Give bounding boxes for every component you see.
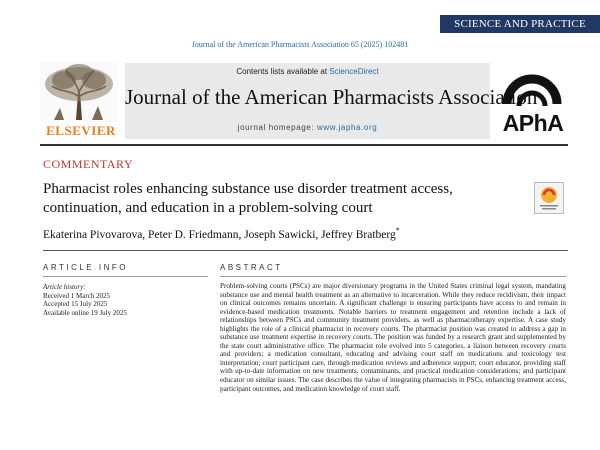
journal-masthead — [125, 63, 538, 139]
author-list — [43, 226, 400, 241]
article-info-heading: ARTICLE INFO — [43, 263, 128, 272]
article-title: Pharmacist roles enhancing substance use disorder treatment access, continuation, and education in a problem-solving court — [43, 181, 453, 216]
article-section-label: COMMENTARY — [43, 157, 134, 171]
abstract-text: Problem-solving courts (PSCs) are major diversionary programs in the United States criminal legal system, mandating substance use and mental health treatment as an alternative to incarceration. While they reduce recidivism, their impact on clinical outcomes remains uncertain. A significant challenge is ensuring participants have access to and remain in evidence-based medication treatments. Notable barriers to treatment engagement and retention include a lack of relationships between PSCs and community treatment providers, as well as pharmacotherapy expertise. A case study highlights the role of a clinical pharmacist in recovery courts. The pharmacist position was created to address a gap in substance use treatment expertise in recovery courts. The position was funded by a research grant and supplemented by the state court administrative office. The pharmacist role evolved into 5 categories, a liaison between recovery courts and providers; a medication consultant, educating and advising court staff on medications and toxicology test interpretation; court participant care, through medication reviews and adherence support; court educator, providing staff with up-to-date information on new treatments, contaminants, and practical medication considerations; and participant educator on similar issues. The case describes the value of integrating pharmacists in PSCs, enhancing treatment access, participant outcomes, and medication knowledge of court staff. — [220, 282, 566, 393]
accepted-date: Accepted 15 July 2025 — [43, 300, 108, 308]
journal-citation[interactable]: Journal of the American Pharmacists Association 65 (2025) 102481 — [191, 40, 409, 49]
authors-text: Ekaterina Pivovarova, Peter D. Friedmann, Joseph Sawicki, Jeffrey Bratberg — [43, 228, 396, 241]
article-history — [43, 283, 208, 317]
sciencedirect-link[interactable]: ScienceDirect — [329, 67, 379, 76]
history-label: Article history: — [43, 283, 86, 291]
contents-available-line — [125, 67, 490, 76]
header-divider — [40, 144, 568, 146]
corresponding-author-mark[interactable]: * — [395, 226, 400, 235]
received-date: Received 1 March 2025 — [43, 291, 111, 300]
journal-title: Journal of the American Pharmacists Association — [125, 85, 538, 109]
abstract-rule — [220, 276, 566, 277]
homepage-link[interactable]: www.japha.org — [317, 123, 378, 132]
contents-prefix: Contents lists available at — [236, 67, 330, 76]
section-label: SCIENCE AND PRACTICE — [440, 15, 600, 33]
elsevier-wordmark: ELSEVIER — [46, 123, 116, 138]
abstract-heading: ABSTRACT — [220, 263, 283, 272]
check-for-updates-icon[interactable] — [534, 182, 564, 214]
online-date: Available online 19 July 2025 — [43, 308, 127, 317]
journal-homepage-line — [125, 123, 490, 132]
article-info-rule — [43, 276, 208, 277]
authors-divider — [43, 250, 568, 251]
apha-logo-text: APhA — [502, 110, 564, 136]
homepage-prefix: journal homepage: — [237, 123, 317, 132]
